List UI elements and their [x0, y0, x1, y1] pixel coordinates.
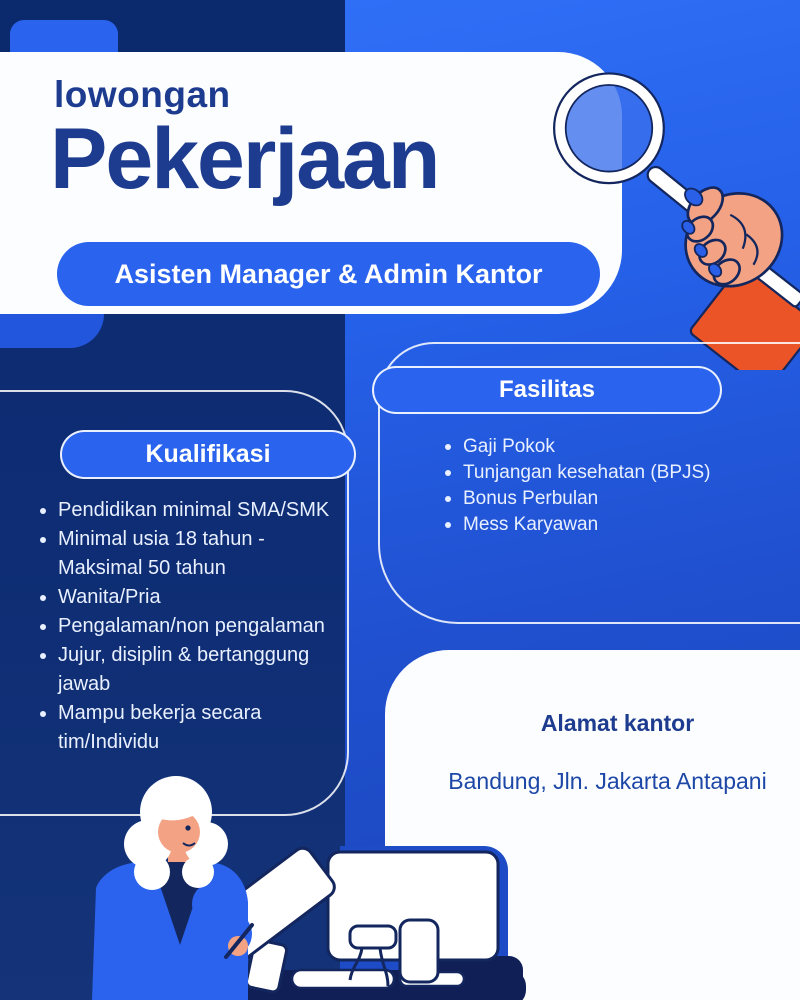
keyboard-icon: [292, 970, 394, 988]
header-top-tab: [10, 20, 118, 54]
list-item: Tunjangan kesehatan (BPJS): [445, 460, 775, 486]
list-item: Bonus Perbulan: [445, 486, 775, 512]
list-item: Mampu bekerja secara tim/Individu: [40, 699, 342, 757]
list-item: Jujur, disiplin & bertanggung jawab: [40, 641, 342, 699]
list-item: Minimal usia 18 tahun - Maksimal 50 tahun: [40, 525, 342, 583]
qualifications-heading-pill: Kualifikasi: [60, 430, 356, 479]
woman-illustration: [92, 776, 260, 1000]
list-item: Mess Karyawan: [445, 512, 775, 538]
header-kicker: lowongan: [54, 74, 231, 115]
list-item: Wanita/Pria: [40, 583, 342, 612]
list-item: Pengalaman/non pengalaman: [40, 612, 342, 641]
list-item: Pendidikan minimal SMA/SMK: [40, 496, 342, 525]
page-title: Pekerjaan: [50, 111, 439, 207]
office-address-heading: Alamat kantor: [540, 710, 695, 736]
qualifications-list: [40, 496, 342, 757]
facilities-list: [445, 434, 775, 538]
magnifier-hand-illustration: [500, 40, 800, 370]
facilities-heading-pill: Fasilitas: [372, 366, 722, 414]
role-badge: Asisten Manager & Admin Kantor: [57, 242, 600, 306]
list-item: Gaji Pokok: [445, 434, 775, 460]
woman-at-desk-illustration: [0, 740, 540, 1000]
office-address-value: Bandung, Jln. Jakarta Antapani: [448, 768, 767, 794]
